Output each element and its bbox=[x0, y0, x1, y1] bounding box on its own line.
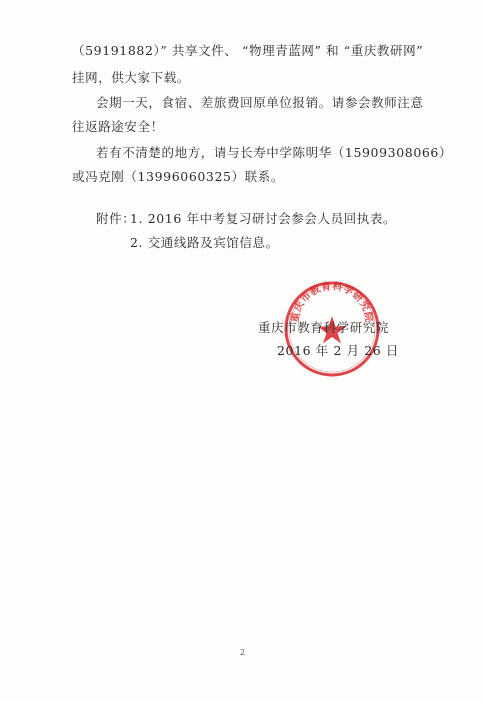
body-line-1: （59191882）” 共享文件、 “物理青蓝网” 和 “重庆教研网” bbox=[72, 43, 424, 58]
attachment-item-1: 1. 2016 年中考复习研讨会参会人员回执表。 bbox=[130, 211, 397, 226]
body-line-6: 或冯克刚（13996060325）联系。 bbox=[72, 169, 284, 184]
body-line-2: 挂网，供大家下载。 bbox=[72, 70, 190, 85]
attachments-label: 附件： bbox=[96, 211, 136, 226]
seal-text: 重庆市教育科学研究院 bbox=[289, 281, 375, 324]
body-line-4: 往返路途安全！ bbox=[72, 119, 164, 134]
signature-date: 2016 年 2 月 26 日 bbox=[277, 343, 400, 358]
body-line-3: 会期一天，食宿、差旅费回原单位报销。请参会教师注意 bbox=[96, 95, 424, 110]
page-number: 2 bbox=[239, 648, 246, 657]
signature-org: 重庆市教育科学研究院 bbox=[258, 320, 390, 335]
attachment-item-2: 2. 交通线路及宾馆信息。 bbox=[130, 235, 279, 250]
body-line-5: 若有不清楚的地方，请与长寿中学陈明华（15909308066） bbox=[96, 145, 453, 160]
